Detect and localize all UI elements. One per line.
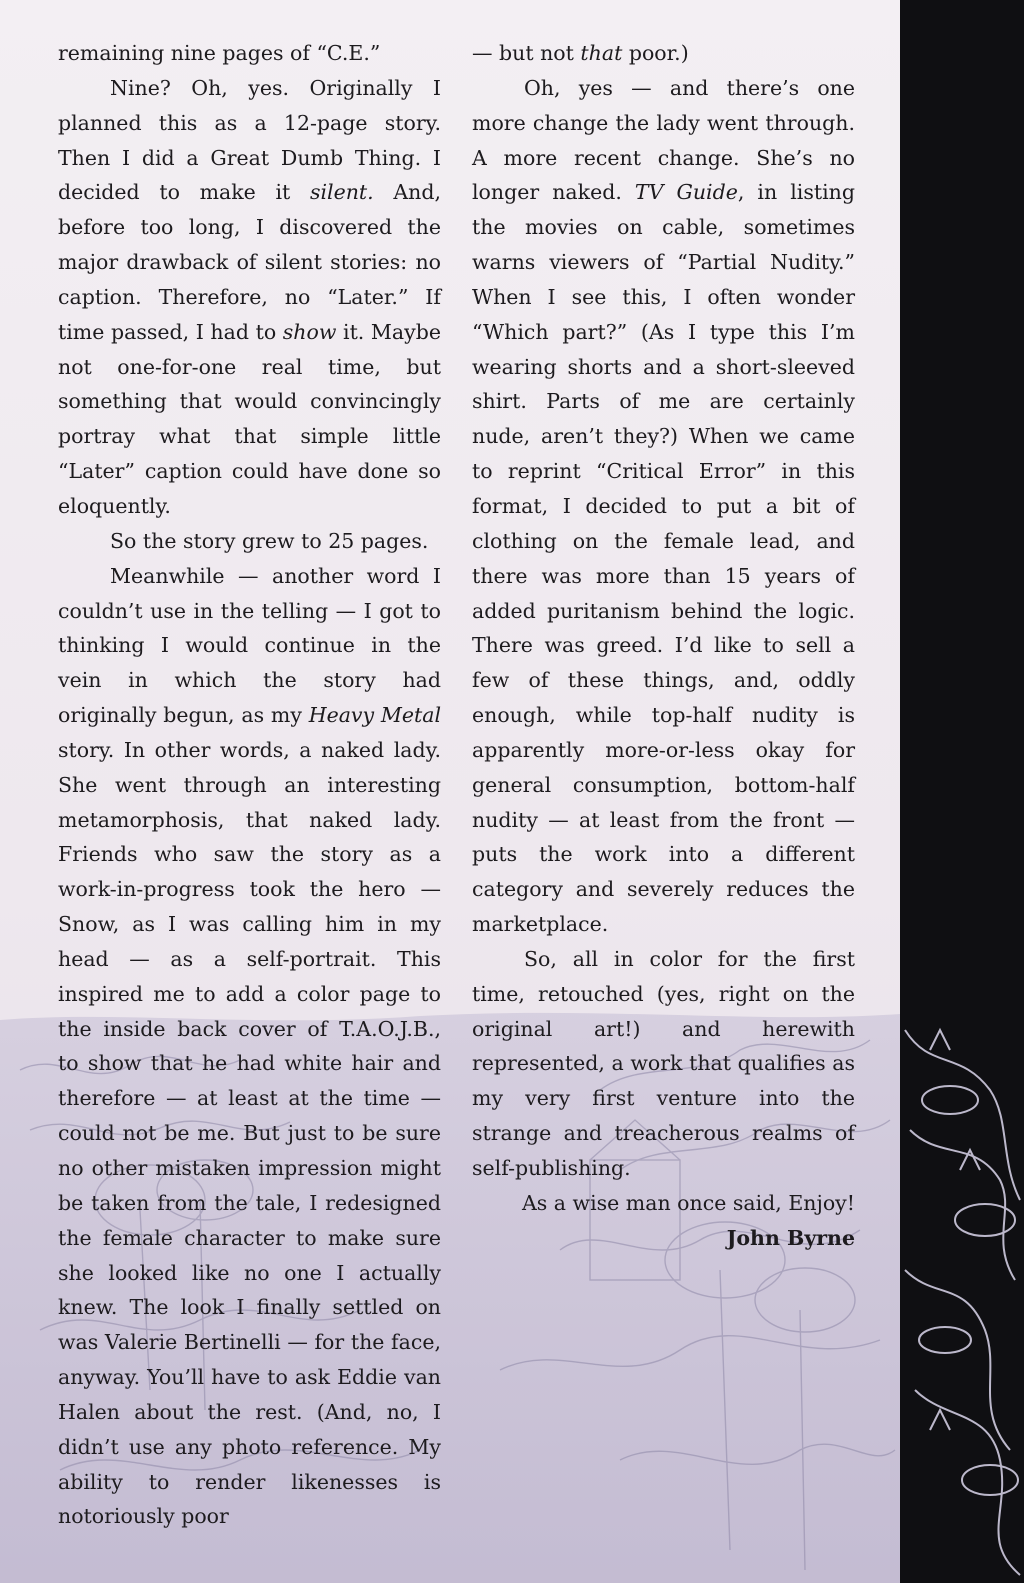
right-column (472, 36, 855, 1256)
paragraph: — but not that poor.) (472, 41, 689, 65)
paragraph: Oh, yes — and there’s one more change the lady went through. A more recent change. She’s no longer naked. TV Guide, in listing the movies on cable, sometimes warns viewers of “Partial Nudity.” When I see this, I often wonder “Which part?” (As I type this I’m wearing shorts and a short-sleeved shirt. Parts of me are certainly nude, aren’t they?) When we came to reprint “Critical Error” in this format, I decided to put a bit of clothing on the female lead, and there was more than 15 years of added puritanism behind the logic. There was greed. I’d like to sell a few of these things, and, oddly enough, while top-half nudity is apparently more-or-less okay for general consumption, bottom-half nudity — at least from the front — puts the work into a different category and severely reduces the marketplace. (472, 75, 855, 937)
author-signature: John Byrne (726, 1225, 855, 1250)
article-columns (58, 36, 858, 1556)
paragraph: As a wise man once said, Enjoy! (521, 1190, 855, 1215)
paragraph: Meanwhile — another word I couldn’t use in the telling — I got to thinking I would continue in the vein in which the story had originally begun, as my Heavy Metal story. In other words, a naked lady. She went through an interesting metamorphosis, that naked lady. Friends who saw the story as a work-in-progress took the hero — Snow, as I was calling him in my head — as a self-portrait. This inspired me to add a color page to the inside back cover of T.A.O.J.B., to show that he had white hair and therefore — at least at the time — could not be me. But just to be sure no other mistaken impression might be taken from the tale, I redesigned the female character to make sure she looked like no one I actually knew. The look I finally settled on was Valerie Bertinelli — for the face, anyway. You’ll have to ask Eddie van Halen about the rest. (And, no, I didn’t use any photo reference. My ability to render likenesses is notoriously poor (58, 563, 441, 1529)
paragraph: Nine? Oh, yes. Originally I planned this as a 12-page story. Then I did a Great Dumb Thing. I decided to make it silent. And, before too long, I discovered the major drawback of silent stories: no caption. Therefore, no “Later.” If time passed, I had to show it. Maybe not one-for-one real time, but something that would convincingly portray what that simple little “Later” caption could have done so eloquently. (58, 75, 441, 518)
paragraph: remaining nine pages of “C.E.” (58, 41, 381, 65)
paragraph: So the story grew to 25 pages. (110, 528, 429, 553)
paragraph: So, all in color for the first time, retouched (yes, right on the original art!) and herewith represented, a work that qualifies as my very first venture into the strange and treacherous realms of self-publishing. (472, 946, 855, 1180)
left-column (58, 36, 441, 1534)
